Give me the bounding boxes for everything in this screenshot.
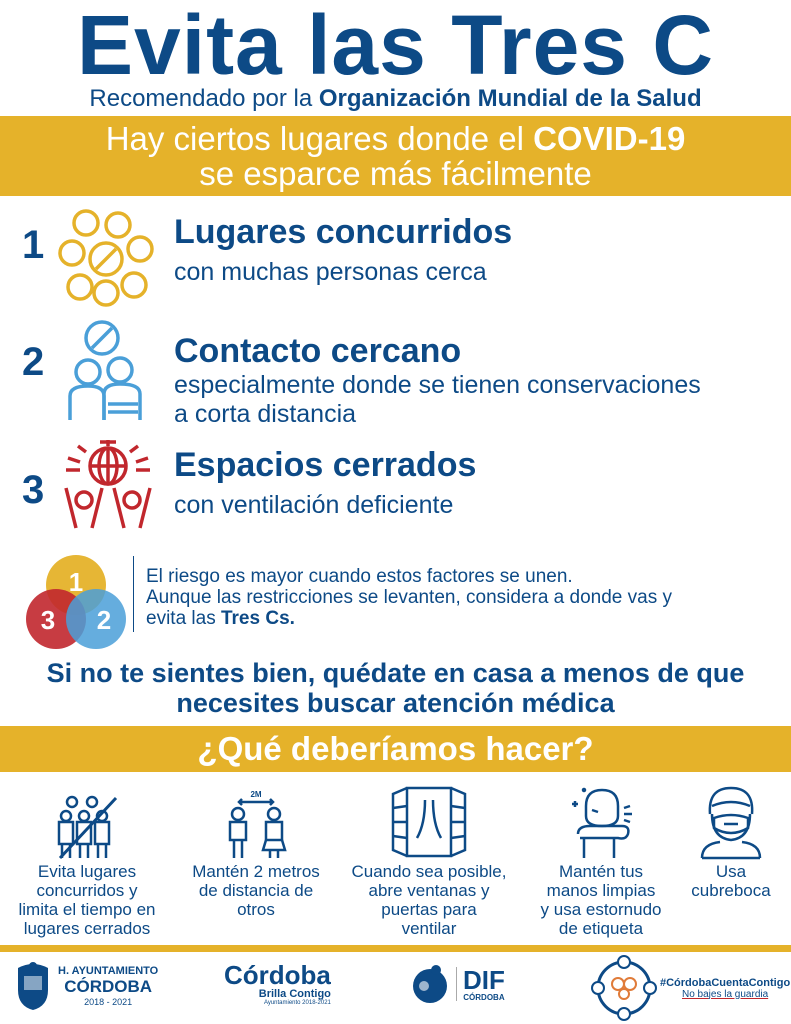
svg-text:3: 3 bbox=[40, 605, 56, 635]
subtitle-org: Organización Mundial de la Salud bbox=[318, 85, 702, 112]
action-label bbox=[676, 862, 786, 900]
item-title: Contacto cercano bbox=[174, 332, 462, 370]
intro-line-1 bbox=[0, 121, 791, 156]
item-description: con ventilación deficiente bbox=[174, 491, 454, 519]
label-line: manos limpias bbox=[546, 881, 656, 900]
label-line: y usa estornudo bbox=[540, 900, 662, 919]
action-label bbox=[526, 862, 676, 938]
poster-subtitle bbox=[0, 86, 791, 112]
label-line: otros bbox=[237, 900, 275, 919]
poster-title: Evita las Tres C bbox=[76, 0, 715, 92]
label-line: de distancia de bbox=[198, 881, 314, 900]
footer-logos bbox=[0, 952, 791, 1024]
logo-cordoba-cuenta-contigo bbox=[590, 954, 790, 1022]
action-avoid-crowds bbox=[2, 774, 172, 938]
label-line: Mantén 2 metros bbox=[192, 862, 320, 881]
item-number: 3 bbox=[22, 468, 45, 512]
item-title: Espacios cerrados bbox=[174, 446, 477, 484]
logo-cordoba-brilla bbox=[224, 962, 331, 1006]
label-line: de etiqueta bbox=[558, 919, 644, 938]
distance-2m-icon bbox=[176, 774, 336, 860]
svg-text:2: 2 bbox=[96, 605, 112, 635]
risk-explanation bbox=[146, 566, 786, 629]
logo1-line2: CÓRDOBA bbox=[64, 977, 153, 996]
label-line: Usa bbox=[715, 862, 747, 881]
avoid-crowds-icon bbox=[2, 774, 172, 860]
risk-item-close-contact bbox=[0, 320, 791, 430]
intro-prefix: Hay ciertos lugares donde el bbox=[105, 120, 534, 157]
coat-of-arms-icon bbox=[12, 960, 54, 1012]
logo2-years: Ayuntamiento 2018-2021 bbox=[263, 1000, 331, 1006]
warning-line-1: Si no te sientes bien, quédate en casa a menos de que bbox=[46, 658, 745, 688]
recommendations bbox=[0, 774, 791, 944]
logo2-wordmark: Córdoba bbox=[224, 960, 331, 990]
risk-line-3 bbox=[146, 608, 786, 629]
label-line: puertas para bbox=[381, 900, 477, 919]
action-wear-mask bbox=[676, 774, 786, 900]
face-mask-icon bbox=[676, 774, 786, 860]
action-ventilate bbox=[336, 774, 522, 938]
item-number: 2 bbox=[22, 340, 45, 384]
tagline: No bajes la guardia bbox=[682, 988, 769, 1000]
risk-line-3-prefix: evita las bbox=[146, 608, 221, 629]
party-enclosed-icon bbox=[58, 438, 158, 535]
risk-item-crowded bbox=[0, 205, 791, 315]
label-line: concurridos y bbox=[36, 881, 138, 900]
item-number: 1 bbox=[22, 223, 45, 267]
risk-line-1: El riesgo es mayor cuando estos factores se unen. bbox=[146, 566, 573, 587]
logo3-dif: DIF bbox=[463, 964, 505, 995]
hashtag: #CórdobaCuentaContigo bbox=[660, 976, 791, 989]
label-line: cubreboca bbox=[691, 881, 771, 900]
sneeze-elbow-icon bbox=[526, 774, 676, 860]
crowd-icon bbox=[58, 205, 158, 318]
risk-line-2: Aunque las restricciones se levanten, considera a donde vas y bbox=[146, 587, 672, 608]
footer-divider-band bbox=[0, 945, 791, 952]
three-cs-venn-diagram bbox=[18, 553, 128, 653]
intro-line-2: se esparce más fácilmente bbox=[199, 155, 592, 192]
warning-line-2: necesites buscar atención médica bbox=[176, 688, 615, 718]
dif-family-icon bbox=[410, 964, 450, 1004]
label-line: Cuando sea posible, bbox=[351, 862, 507, 881]
action-label bbox=[176, 862, 336, 919]
risk-item-enclosed bbox=[0, 438, 791, 538]
community-circle-icon bbox=[590, 954, 658, 1022]
intro-band bbox=[0, 116, 791, 196]
subtitle-prefix: Recomendado por la bbox=[89, 85, 319, 112]
label-line: lugares cerrados bbox=[23, 919, 151, 938]
logo1-line3: 2018 - 2021 bbox=[84, 997, 133, 1007]
logo-dif bbox=[410, 964, 505, 1004]
logo1-line1: H. AYUNTAMIENTO bbox=[58, 965, 159, 977]
action-keep-distance bbox=[176, 774, 336, 919]
label-line: abre ventanas y bbox=[368, 881, 490, 900]
intro-covid: COVID-19 bbox=[533, 120, 686, 157]
svg-text:1: 1 bbox=[68, 567, 84, 597]
what-to-do-heading: ¿Qué deberíamos hacer? bbox=[0, 726, 791, 772]
item-description-line-2: a corta distancia bbox=[174, 400, 357, 428]
tres-cs: Tres Cs. bbox=[220, 608, 295, 629]
logo2-tagline: Brilla Contigo bbox=[258, 988, 331, 1000]
label-line: Mantén tus bbox=[558, 862, 644, 881]
stay-home-warning bbox=[0, 658, 791, 718]
open-window-icon bbox=[336, 774, 522, 860]
close-contact-icon bbox=[58, 320, 158, 429]
action-hygiene bbox=[526, 774, 676, 938]
item-description: con muchas personas cerca bbox=[174, 258, 487, 286]
label-line: ventilar bbox=[401, 919, 457, 938]
divider bbox=[133, 556, 134, 632]
logo3-cordoba: CÓRDOBA bbox=[463, 992, 505, 1002]
label-line: limita el tiempo en bbox=[18, 900, 156, 919]
action-label bbox=[336, 862, 522, 938]
item-description-line-1: especialmente donde se tienen conservaciones bbox=[174, 371, 701, 399]
label-line: Evita lugares bbox=[37, 862, 137, 881]
item-title: Lugares concurridos bbox=[174, 213, 513, 251]
logo-ayuntamiento bbox=[12, 960, 158, 1012]
action-label bbox=[2, 862, 172, 938]
svg-text:2M: 2M bbox=[250, 790, 262, 799]
